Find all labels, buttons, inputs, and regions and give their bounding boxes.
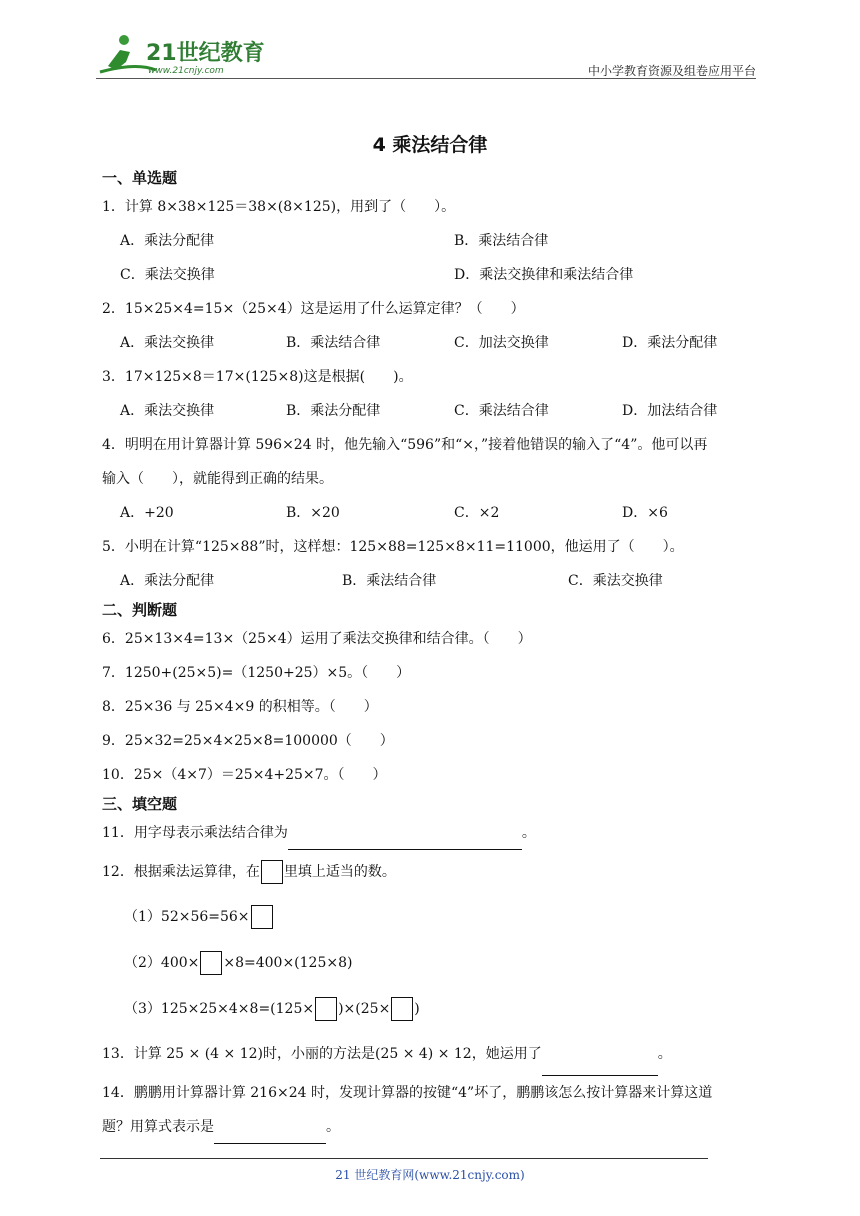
question-text: （1）52×56=56× bbox=[124, 909, 250, 925]
answer-box[interactable] bbox=[251, 905, 273, 929]
question-2: 2．15×25×4=15×（25×4）这是运用了什么运算定律？（ ） bbox=[102, 301, 525, 317]
option: A．+20 bbox=[120, 505, 174, 521]
footer-divider bbox=[100, 1158, 708, 1159]
question-text: 11．用字母表示乘法结合律为 bbox=[102, 825, 288, 841]
runner-logo-icon bbox=[96, 32, 266, 76]
answer-box[interactable] bbox=[315, 997, 337, 1021]
question-2-options bbox=[102, 326, 762, 360]
option: A．乘法交换律 bbox=[120, 403, 215, 419]
option: B．乘法结合律 bbox=[454, 233, 549, 249]
svg-text:21世纪教育: 21世纪教育 bbox=[146, 41, 265, 66]
question-text: 13．计算 25 × (4 × 12)时，小丽的方法是(25 × 4) × 12，她运用了 bbox=[102, 1046, 542, 1062]
section-fill-blank: 三、填空题 bbox=[102, 795, 178, 813]
answer-blank[interactable] bbox=[214, 1121, 326, 1144]
option: B．乘法结合律 bbox=[286, 335, 381, 351]
site-logo bbox=[96, 32, 266, 76]
question-3-options bbox=[102, 394, 762, 428]
question-12-part-3 bbox=[102, 986, 762, 1032]
question-9: 9．25×32=25×4×25×8=100000（ ） bbox=[102, 733, 394, 749]
question-text: 里填上适当的数。 bbox=[283, 864, 396, 880]
page-title: 4 乘法结合律 bbox=[372, 134, 488, 156]
footer-link[interactable]: 21 世纪教育网(www.21cnjy.com) bbox=[335, 1168, 525, 1182]
question-14-line2 bbox=[102, 1110, 762, 1144]
answer-blank[interactable] bbox=[288, 827, 522, 850]
question-11 bbox=[102, 816, 762, 850]
question-1: 1．计算 8×38×125＝38×(8×125)，用到了（ ）。 bbox=[102, 199, 456, 215]
question-12 bbox=[102, 850, 762, 894]
option: D．乘法交换律和乘法结合律 bbox=[454, 267, 634, 283]
question-10: 10．25×（4×7）＝25×4+25×7。（ ） bbox=[102, 767, 387, 783]
question-text: ×8=400×(125×8) bbox=[223, 955, 353, 971]
platform-tagline: 中小学教育资源及组卷应用平台 bbox=[587, 64, 756, 78]
header-divider bbox=[96, 78, 756, 79]
question-1-options-row2 bbox=[102, 258, 762, 292]
question-text: 。 bbox=[521, 825, 536, 841]
section-single-choice: 一、单选题 bbox=[102, 169, 178, 187]
question-4-line2: 输入（ ），就能得到正确的结果。 bbox=[102, 471, 333, 487]
page-header bbox=[96, 28, 756, 78]
answer-box[interactable] bbox=[200, 951, 222, 975]
question-14-line1: 14．鹏鹏用计算器计算 216×24 时，发现计算器的按键“4”坏了，鹏鹏该怎么按计算器来计算这道 bbox=[102, 1085, 713, 1101]
answer-box[interactable] bbox=[261, 860, 283, 884]
question-text: （2）400× bbox=[124, 955, 200, 971]
svg-text:www.21cnjy.com: www.21cnjy.com bbox=[148, 66, 224, 76]
option: D．加法结合律 bbox=[622, 403, 718, 419]
question-3: 3．17×125×8＝17×(125×8)这是根据( )。 bbox=[102, 369, 413, 385]
question-7: 7．1250+(25×5)=（1250+25）×5。（ ） bbox=[102, 665, 411, 681]
answer-blank[interactable] bbox=[542, 1053, 658, 1076]
question-text: 12．根据乘法运算律，在 bbox=[102, 864, 260, 880]
question-12-part-1 bbox=[102, 894, 762, 940]
option: B．乘法结合律 bbox=[342, 573, 437, 589]
option: A．乘法分配律 bbox=[120, 233, 215, 249]
question-text: 题？用算式表示是 bbox=[102, 1119, 214, 1135]
question-6: 6．25×13×4=13×（25×4）运用了乘法交换律和结合律。（ ） bbox=[102, 631, 532, 647]
question-text: （3）125×25×4×8=(125× bbox=[124, 1001, 315, 1017]
question-5: 5．小明在计算“125×88”时，这样想：125×88=125×8×11=11000，他运用了（ ）。 bbox=[102, 539, 684, 555]
question-8: 8．25×36 与 25×4×9 的积相等。（ ） bbox=[102, 699, 378, 715]
option: C．乘法交换律 bbox=[120, 267, 215, 283]
option: C．乘法结合律 bbox=[454, 403, 549, 419]
question-1-options-row1 bbox=[102, 224, 762, 258]
option: A．乘法分配律 bbox=[120, 573, 215, 589]
question-4-options bbox=[102, 496, 762, 530]
option: A．乘法交换律 bbox=[120, 335, 215, 351]
answer-box[interactable] bbox=[391, 997, 413, 1021]
question-13 bbox=[102, 1032, 762, 1076]
question-text: )×(25× bbox=[338, 1001, 391, 1017]
question-text: 。 bbox=[326, 1119, 340, 1135]
option: C．×2 bbox=[454, 505, 500, 521]
option: C．加法交换律 bbox=[454, 335, 549, 351]
question-content bbox=[102, 166, 762, 1144]
question-4-line1: 4．明明在用计算器计算 596×24 时，他先输入“596”和“×，”接着他错误的输入了“4”。他可以再 bbox=[102, 437, 708, 453]
option: C．乘法交换律 bbox=[568, 573, 663, 589]
question-text: 。 bbox=[657, 1046, 672, 1062]
question-12-part-2 bbox=[102, 940, 762, 986]
section-true-false: 二、判断题 bbox=[102, 601, 178, 619]
option: B．×20 bbox=[286, 505, 340, 521]
option: D．×6 bbox=[622, 505, 668, 521]
question-text: ) bbox=[414, 1001, 420, 1017]
option: B．乘法分配律 bbox=[286, 403, 381, 419]
question-5-options bbox=[102, 564, 762, 598]
option: D．乘法分配律 bbox=[622, 335, 718, 351]
